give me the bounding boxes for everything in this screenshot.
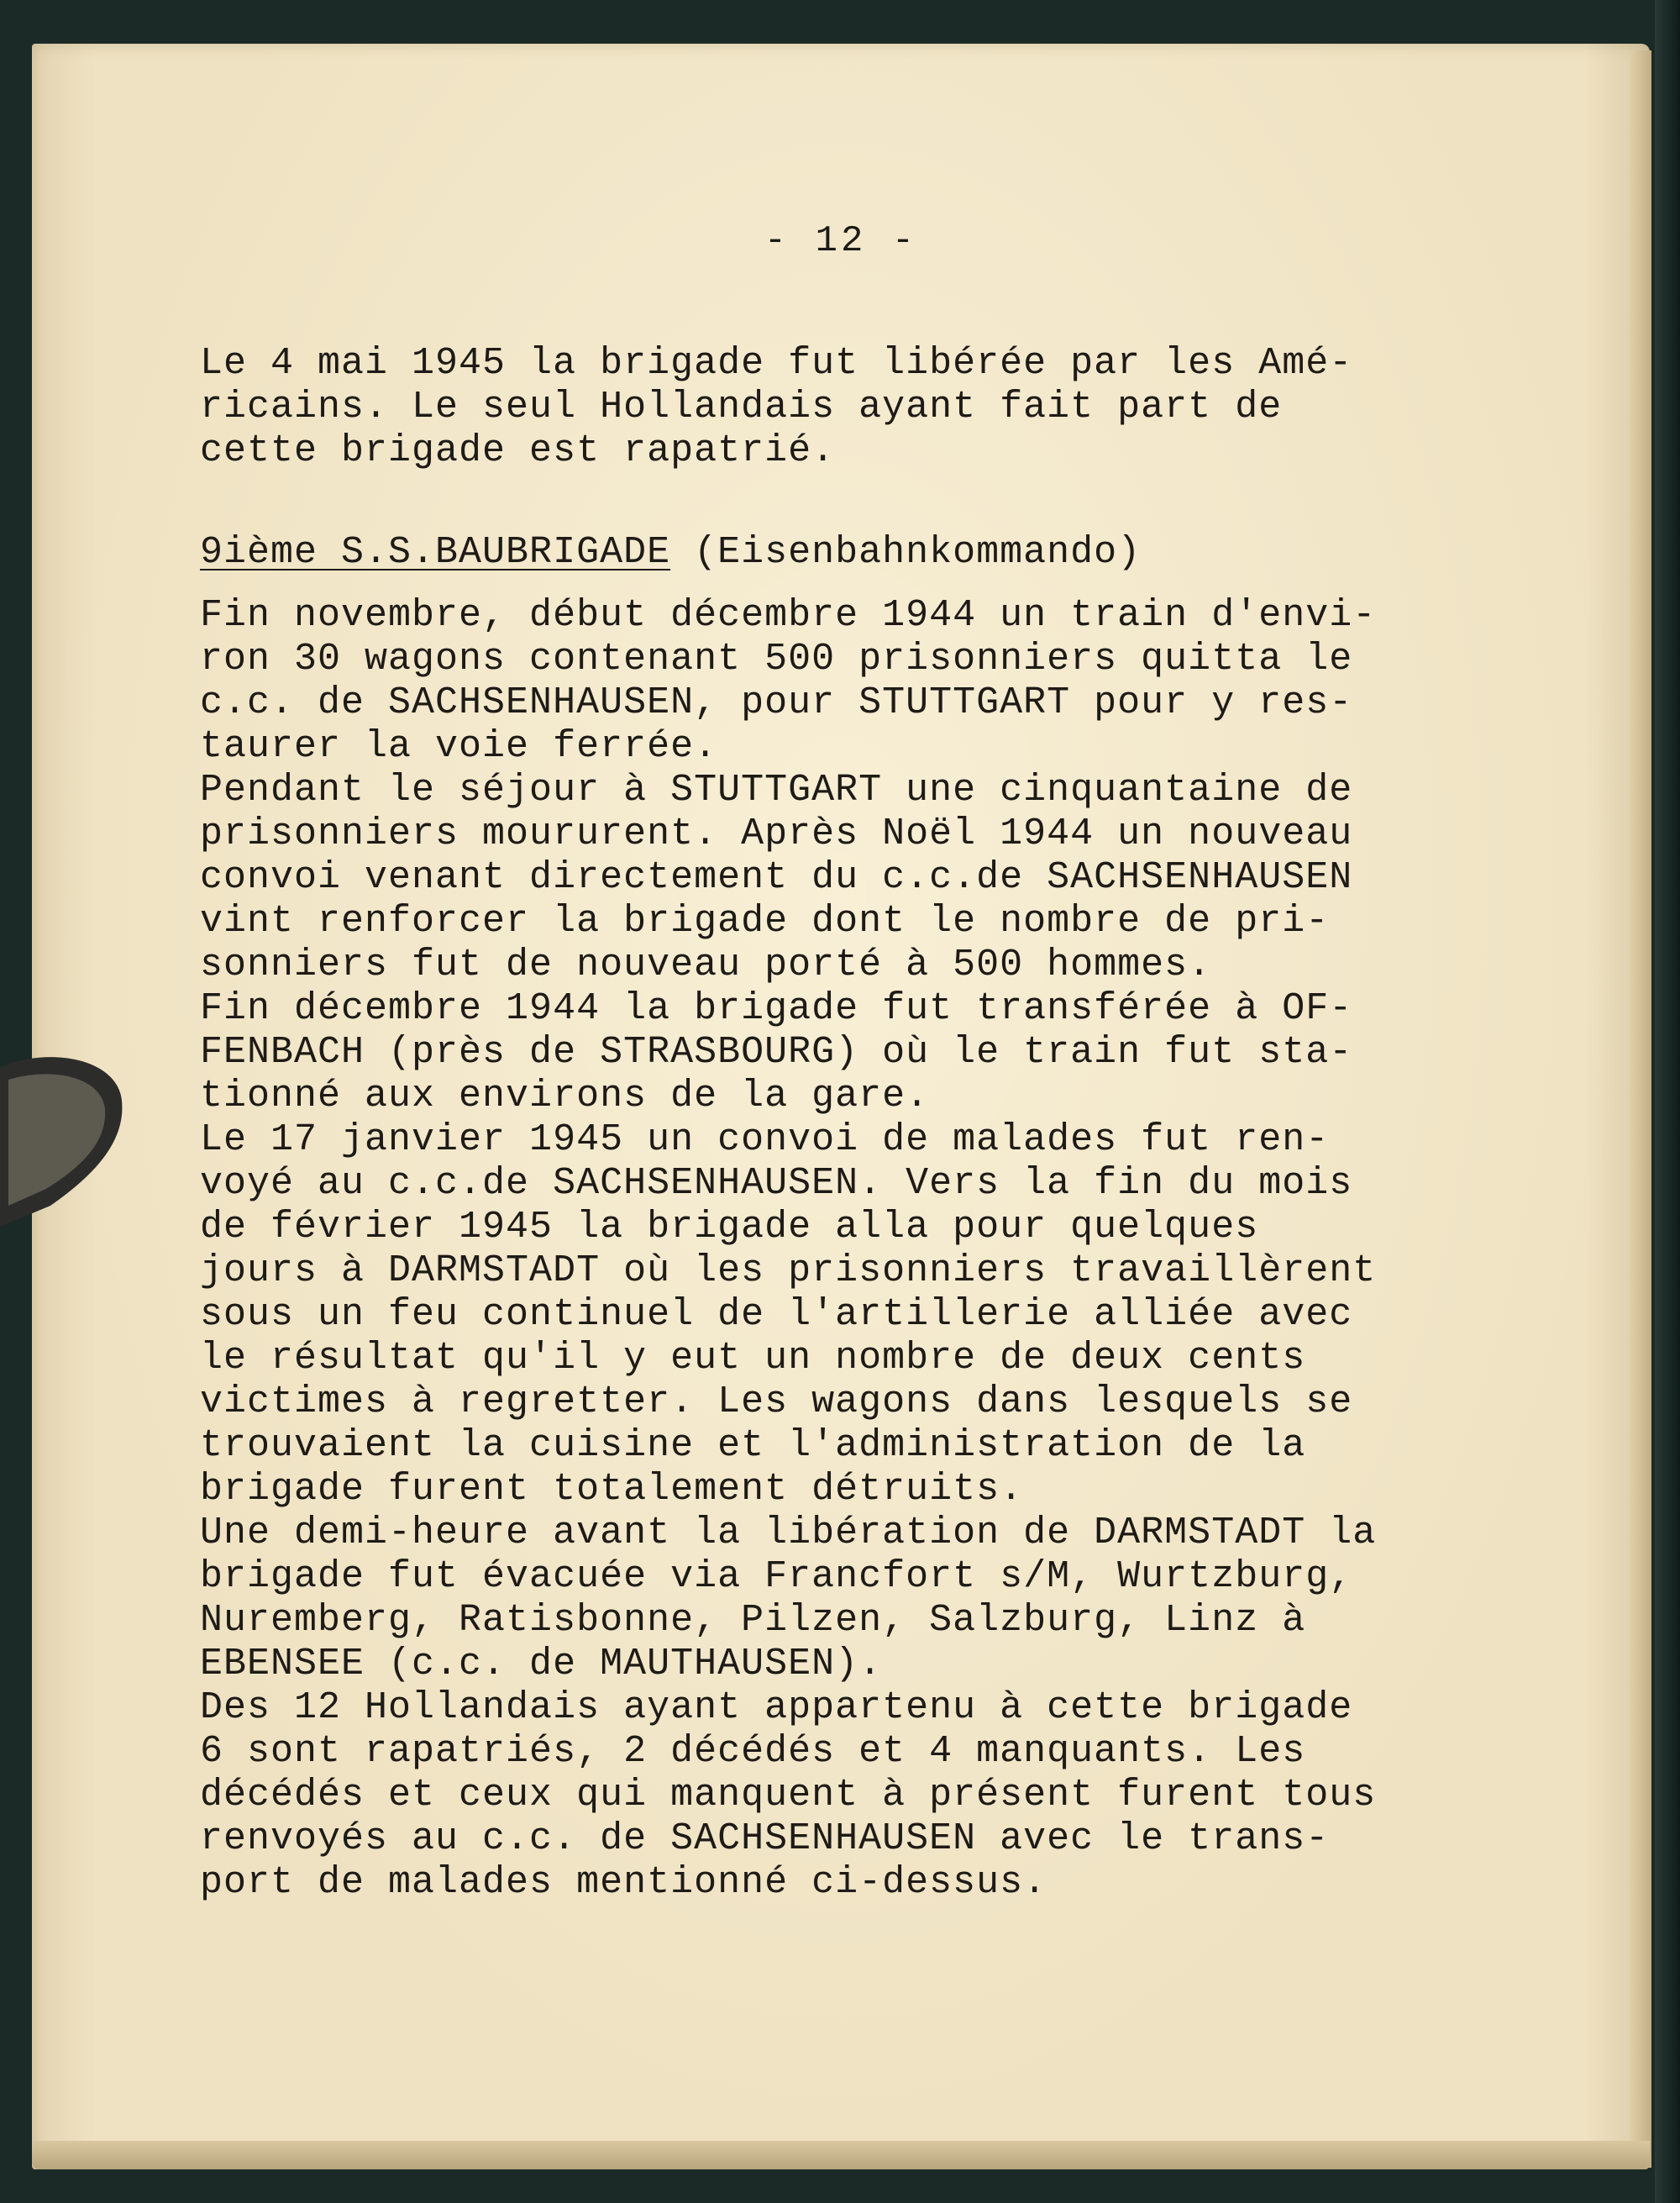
text-line: sonniers fut de nouveau porté à 500 hommes. <box>200 944 1212 986</box>
text-line: Le 4 mai 1945 la brigade fut libérée par les Amé- <box>200 342 1353 385</box>
text-line: Une demi-heure avant la libération de DARMSTADT la <box>200 1512 1377 1554</box>
section-title: 9ième S.S.BAUBRIGADE <box>200 531 671 574</box>
text-line: port de malades mentionné ci-dessus. <box>200 1861 1047 1904</box>
page-number: - 12 - <box>764 220 918 262</box>
text-line: renvoyés au c.c. de SACHSENHAUSEN avec le trans- <box>200 1817 1330 1860</box>
intro-paragraph <box>200 342 1544 473</box>
page-edge <box>1630 50 1651 2168</box>
text-line: jours à DARMSTADT où les prisonniers travaillèrent <box>200 1249 1377 1292</box>
text-line: Pendant le séjour à STUTTGART une cinquantaine de <box>200 769 1353 812</box>
text-line: Fin décembre 1944 la brigade fut transférée à OF- <box>200 987 1353 1030</box>
text-line: c.c. de SACHSENHAUSEN, pour STUTTGART pour y res- <box>200 681 1353 724</box>
text-line: Des 12 Hollandais ayant appartenu à cette brigade <box>200 1686 1353 1729</box>
body-text <box>200 594 1544 1905</box>
text-line: 6 sont rapatriés, 2 décédés et 4 manquants. Les <box>200 1730 1306 1773</box>
text-line: brigade fut évacuée via Francfort s/M, Wurtzburg, <box>200 1555 1353 1598</box>
text-line: prisonniers moururent. Après Noël 1944 un nouveau <box>200 812 1353 855</box>
text-line: Le 17 janvier 1945 un convoi de malades fut ren- <box>200 1118 1330 1161</box>
text-line: taurer la voie ferrée. <box>200 725 718 768</box>
text-line: tionné aux environs de la gare. <box>200 1075 930 1117</box>
text-line: cette brigade est rapatrié. <box>200 429 836 472</box>
text-line: vint renforcer la brigade dont le nombre de pri- <box>200 900 1330 943</box>
text-line: Nuremberg, Ratisbonne, Pilzen, Salzburg, Linz à <box>200 1599 1306 1642</box>
text-line: ron 30 wagons contenant 500 prisonniers quitta le <box>200 638 1353 681</box>
text-line: ricains. Le seul Hollandais ayant fait part de <box>200 386 1283 429</box>
section-heading <box>200 531 1141 574</box>
text-line: de février 1945 la brigade alla pour quelques <box>200 1206 1259 1249</box>
text-line: le résultat qu'il y eut un nombre de deux cents <box>200 1337 1306 1380</box>
scan-background-edge <box>1655 0 1680 2203</box>
text-line: sous un feu continuel de l'artillerie alliée avec <box>200 1293 1353 1336</box>
text-line: convoi venant directement du c.c.de SACHSENHAUSEN <box>200 856 1353 899</box>
text-line: décédés et ceux qui manquent à présent furent tous <box>200 1774 1377 1817</box>
text-line: EBENSEE (c.c. de MAUTHAUSEN). <box>200 1643 883 1685</box>
binder-clip-icon <box>0 1050 126 1227</box>
text-line: brigade furent totalement détruits. <box>200 1468 1024 1511</box>
text-line: voyé au c.c.de SACHSENHAUSEN. Vers la fin du mois <box>200 1162 1353 1205</box>
page-bottom-edge <box>32 2141 1650 2169</box>
text-line: victimes à regretter. Les wagons dans lesquels se <box>200 1380 1353 1423</box>
text-line: Fin novembre, début décembre 1944 un train d'envi- <box>200 594 1377 637</box>
section-subtitle: (Eisenbahnkommando) <box>694 531 1142 574</box>
text-line: trouvaient la cuisine et l'administration de la <box>200 1424 1306 1467</box>
text-line: FENBACH (près de STRASBOURG) où le train fut sta- <box>200 1031 1353 1074</box>
document-page <box>32 44 1650 2169</box>
